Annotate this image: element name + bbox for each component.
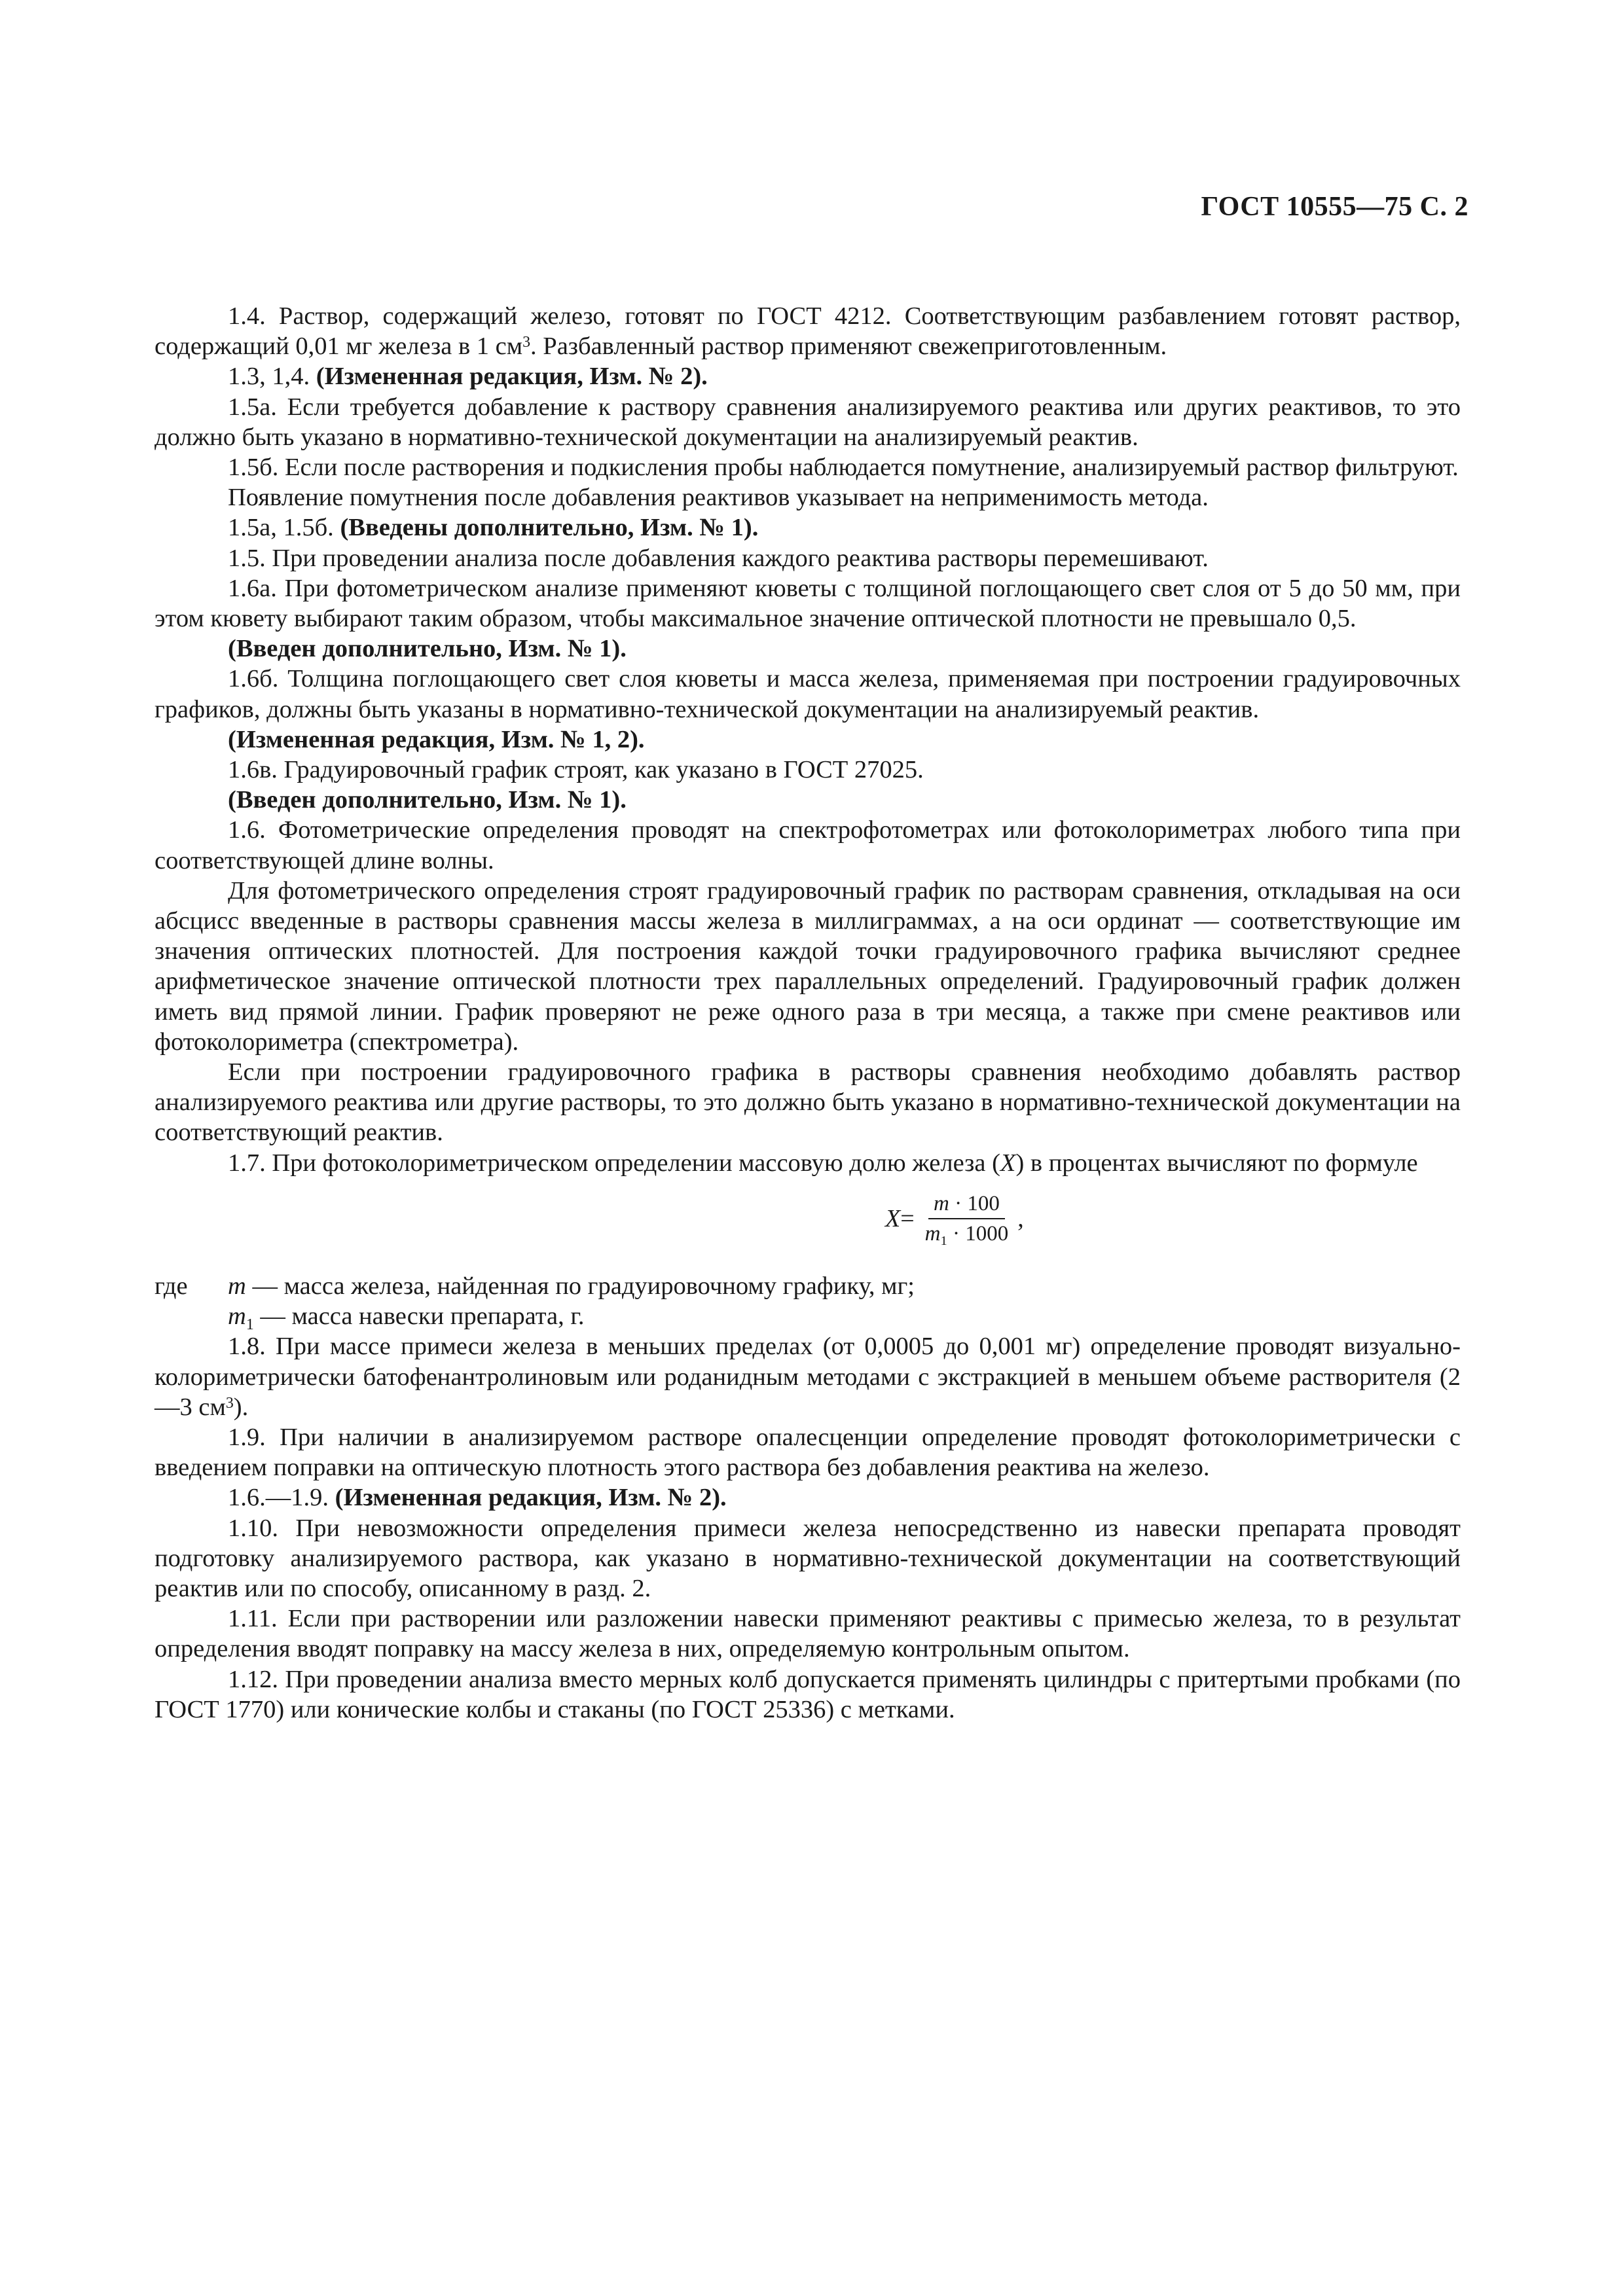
- paragraph-turbidity: Появление помутнения после добавления реактивов указывает на неприменимость метода.: [228, 484, 1209, 512]
- paragraph-1-4: 1.4. Раствор, содержащий железо, готовят по ГОСТ 4212. Соответствующим разбавлением готовят раствор, содержащий 0,01 мг железа в 1 $см^3$. Разбавленный раствор применяют свежеприготовленным.: [155, 302, 1461, 361]
- amendment-note-1-6v: (Введен дополнительно, Изм. № 1).: [228, 786, 627, 814]
- formula: [885, 1191, 1024, 1249]
- amendment-note-1-3: 1.3, 1,4. (Измененная редакция, Изм. № 2).: [228, 363, 708, 391]
- paragraph-1-6: 1.6. Фотометрические определения проводят на спектрофотометрах или фотоколориметрах любого типа при соответствующей длине волны.: [155, 816, 1461, 874]
- paragraph-1-6a: 1.6а. При фотометрическом анализе применяют кюветы с толщиной поглощающего свет слоя от 5 до 50 мм, при этом кювету выбирают таким образом, чтобы максимальное значение оптической плотности не превышало 0,5.: [155, 574, 1461, 633]
- paragraph-1-8: 1.8. При массе примеси железа в меньших пределах (от 0,0005 до 0,001 мг) определение проводят визуально-колориметрически батофенантролиновым или роданидным методами с экстракцией в меньшем объеме растворителя (2—3 $см^3$).: [155, 1333, 1461, 1421]
- paragraph-1-5a: 1.5а. Если требуется добавление к раствору сравнения анализируемого реактива или других реактивов, то это должно быть указано в нормативно-технической документации на анализируемый реактив.: [155, 393, 1461, 451]
- paragraph-1-5: 1.5. При проведении анализа после добавления каждого реактива растворы перемешивают.: [228, 544, 1209, 572]
- document-body: [155, 301, 1461, 1725]
- formula-numerator: m · 100: [928, 1191, 1005, 1219]
- paragraph-1-6v: 1.6в. Градуировочный график строят, как указано в ГОСТ 27025.: [228, 756, 924, 784]
- paragraph-1-7: 1.7. При фотоколориметрическом определении массовую долю железа (X) в процентах вычисляют по формуле: [228, 1149, 1418, 1177]
- paragraph-1-5b: 1.5б. Если после растворения и подкисления пробы наблюдается помутнение, анализируемый раствор фильтруют.: [228, 454, 1459, 482]
- amendment-note-1-6a: (Введен дополнительно, Изм. № 1).: [228, 635, 627, 663]
- paragraph-1-10: 1.10. При невозможности определения примеси железа непосредственно из навески препарата проводят подготовку анализируемого раствора, как указано в нормативно-технической документации на соответствующий реактив или по способу, описанному в разд. 2.: [155, 1514, 1461, 1602]
- formula-fraction: [920, 1191, 1014, 1249]
- paragraph-1-12: 1.12. При проведении анализа вместо мерных колб допускается применять цилиндры с притертыми пробками (по ГОСТ 1770) или конические колбы и стаканы (по ГОСТ 25336) с метками.: [155, 1665, 1461, 1723]
- formula-denominator: $m_1 \cdot 1000$: [924, 1221, 1009, 1249]
- paragraph-1-9: 1.9. При наличии в анализируемом растворе опалесценции определение проводят фотоколориметрически с введением поправки на оптическую плотность этого раствора без добавления реактива на железо.: [155, 1423, 1461, 1482]
- amendment-note-1-6-1-9: 1.6.—1.9. (Измененная редакция, Изм. № 2).: [228, 1484, 727, 1512]
- paragraph-calibration-note: Если при построении градуировочного графика в растворы сравнения необходимо добавлять раствор анализируемого реактива или другие растворы, то это должно быть указано в нормативно-технической документации на соответствующий реактив.: [155, 1058, 1461, 1147]
- formula-lhs: X: [885, 1204, 901, 1232]
- where-line-1: где m — масса железа, найденная по градуировочному графику, мг;: [155, 1272, 915, 1300]
- page-header: ГОСТ 10555—75 С. 2: [1201, 192, 1468, 222]
- paragraph-calibration: Для фотометрического определения строят градуировочный график по растворам сравнения, откладывая на оси абсцисс введенные в растворы сравнения массы железа в миллиграммах, а на оси ординат — соответствующие им значения оптических плотностей. Для построения каждой точки градуировочного графика вычисляют среднее арифметическое значение оптической плотности трех параллельных определений. Градуировочный график должен иметь вид прямой линии. График проверяют не реже одного раза в три месяца, а также при смене реактивов или фотоколориметра (спектрометра).: [155, 876, 1461, 1056]
- formula-equals: =: [900, 1204, 915, 1232]
- formula-block: [155, 1178, 1461, 1271]
- where-line-2: $m_1$ — масса навески препарата, г.: [228, 1302, 585, 1334]
- amendment-note-1-6b: (Измененная редакция, Изм. № 1, 2).: [228, 725, 645, 753]
- formula-comma: ,: [1017, 1204, 1024, 1232]
- paragraph-1-11: 1.11. Если при растворении или разложении навески применяют реактивы с примесью железа, то в результат определения вводят поправку на массу железа в них, определяемую контрольным опытом.: [155, 1605, 1461, 1663]
- paragraph-1-6b: 1.6б. Толщина поглощающего свет слоя кюветы и масса железа, применяемая при построении градуировочных графиков, должны быть указаны в нормативно-технической документации на анализируемый реактив.: [155, 665, 1461, 723]
- amendment-note-1-5: 1.5а, 1.5б. (Введены дополнительно, Изм. № 1).: [228, 514, 759, 542]
